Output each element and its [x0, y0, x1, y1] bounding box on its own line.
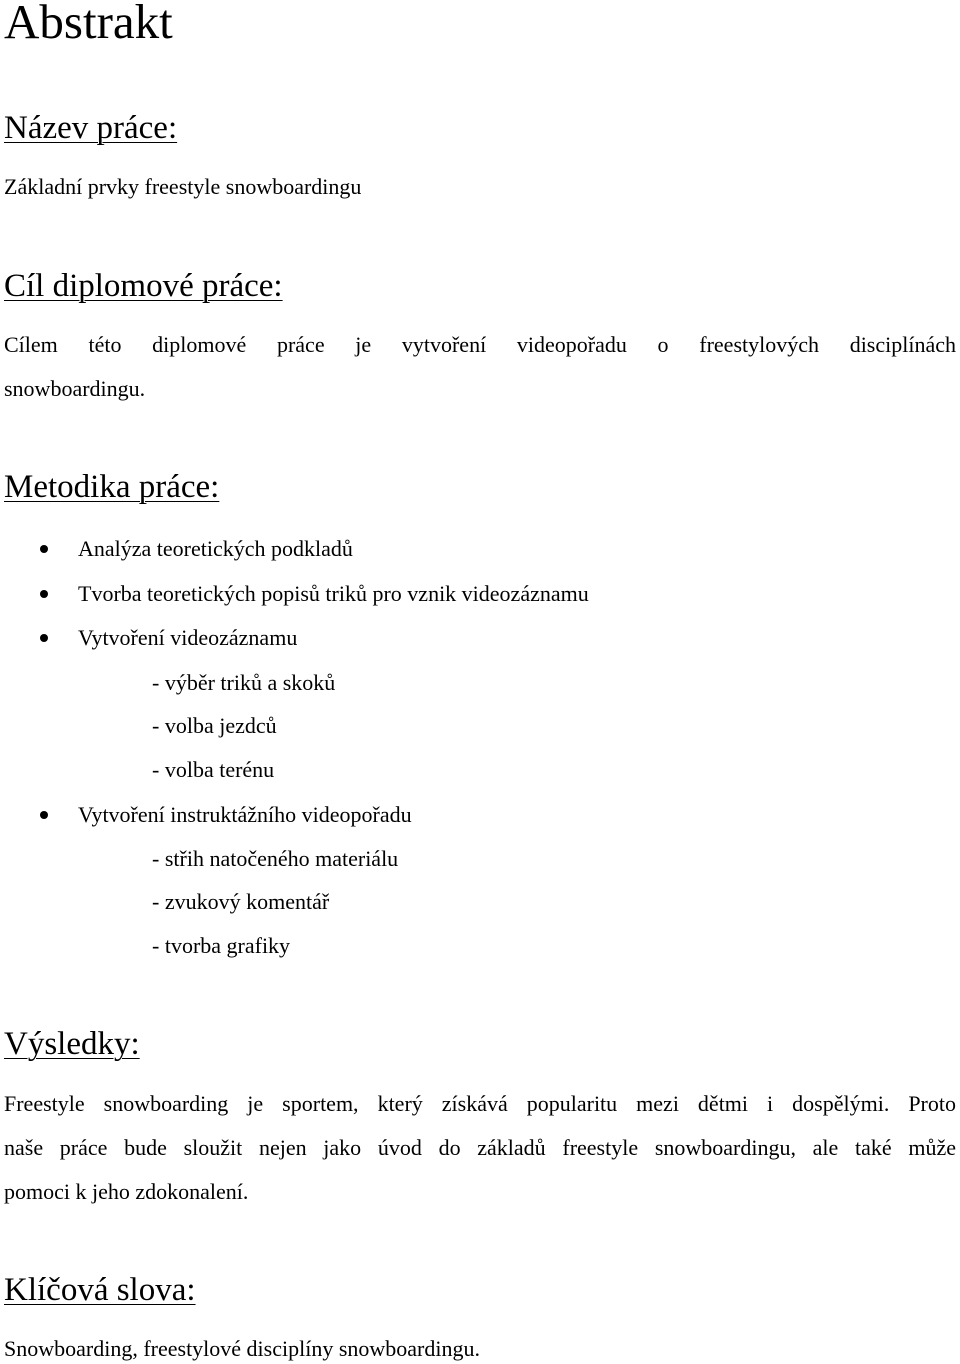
cil-text-line-2: snowboardingu.	[4, 376, 146, 401]
bullet-icon	[40, 545, 48, 553]
klicova-text: Snowboarding, freestylové disciplíny snowboardingu.	[4, 1336, 480, 1361]
page-title: Abstrakt	[4, 0, 173, 49]
bullet-icon	[40, 811, 48, 819]
method-item-label: Vytvoření videozáznamu	[78, 625, 298, 650]
bullet-icon	[40, 634, 48, 642]
cil-text-line-1: Cílem této diplomové práce je vytvoření videopořadu o freestylových disciplínách	[4, 332, 956, 357]
method-subitem: - zvukový komentář	[152, 889, 330, 914]
bullet-icon	[40, 590, 48, 598]
method-item-label: Analýza teoretických podkladů	[78, 536, 353, 561]
method-subitem: - volba terénu	[152, 757, 275, 782]
section-heading-nazev: Název práce:	[4, 110, 178, 146]
method-subitem: - střih natočeného materiálu	[152, 846, 399, 871]
method-subitem: - výběr triků a skoků	[152, 670, 336, 695]
nazev-text: Základní prvky freestyle snowboardingu	[4, 174, 362, 199]
method-subitem: - tvorba grafiky	[152, 933, 291, 958]
vysledky-text-line-1: Freestyle snowboarding je sportem, který získává popularitu mezi dětmi i dospělými. Proto	[4, 1091, 956, 1116]
method-item-label: Tvorba teoretických popisů triků pro vznik videozáznamu	[78, 581, 589, 606]
method-item-label: Vytvoření instruktážního videopořadu	[78, 802, 412, 827]
section-heading-klicova: Klíčová slova:	[4, 1272, 196, 1308]
method-subitem: - volba jezdců	[152, 713, 277, 738]
section-heading-metodika: Metodika práce:	[4, 469, 220, 505]
vysledky-text-line-2: naše práce bude sloužit nejen jako úvod do základů freestyle snowboardingu, ale také může	[4, 1135, 956, 1160]
vysledky-text-line-3: pomoci k jeho zdokonalení.	[4, 1179, 249, 1204]
section-heading-vysledky: Výsledky:	[4, 1026, 140, 1062]
section-heading-cil: Cíl diplomové práce:	[4, 268, 283, 304]
